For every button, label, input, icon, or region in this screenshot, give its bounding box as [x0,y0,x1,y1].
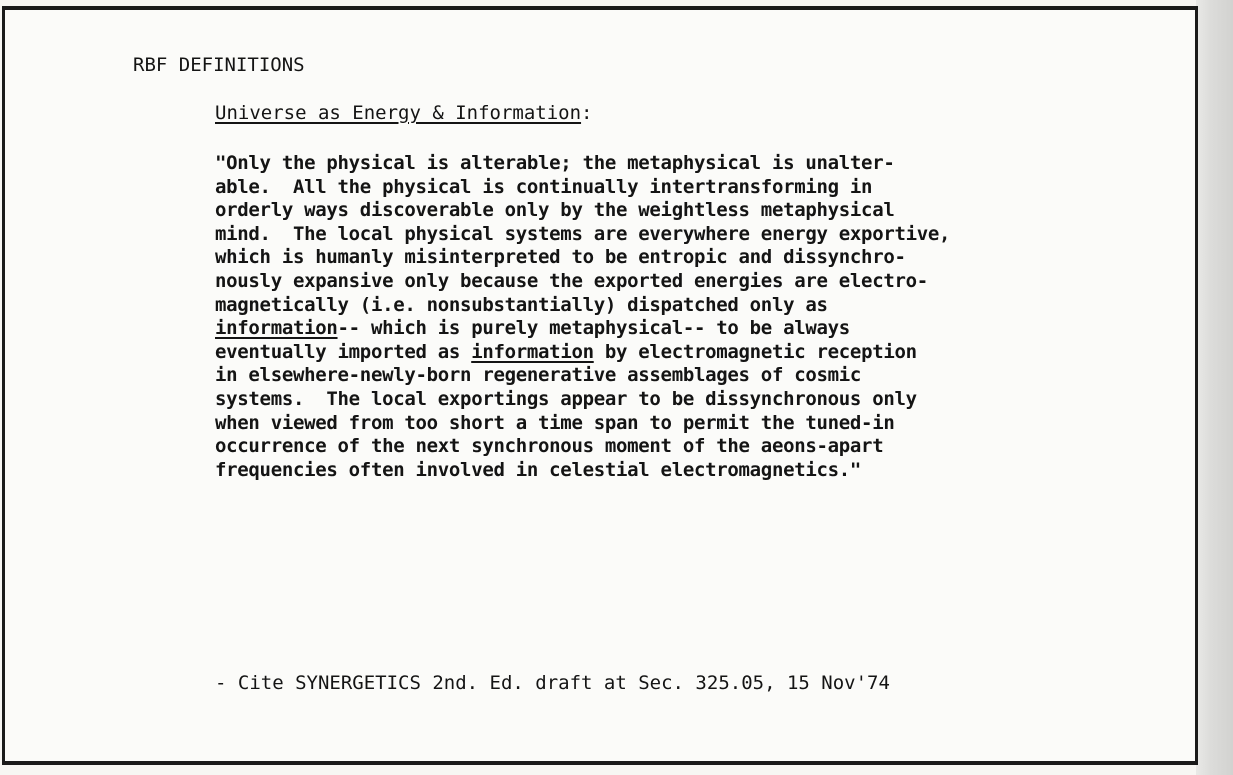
definition-title-text: Universe as Energy & Information [215,102,582,124]
quote-line-with-emphasis [215,317,950,341]
quote-line: orderly ways discoverable only by the weightless metaphysical [215,199,895,222]
quote-line-with-emphasis [215,341,950,365]
quote-segment: by electromagnetic reception [593,340,917,363]
quote-line: magnetically (i.e. nonsubstantially) dispatched only as [215,293,828,316]
emphasized-word: information [215,317,338,340]
source-citation: - Cite SYNERGETICS 2nd. Ed. draft at Sec. 325.05, 15 Nov'74 [215,672,890,694]
definition-card [2,6,1198,765]
document-heading: RBF DEFINITIONS [133,54,305,76]
quote-line: mind. The local physical systems are everywhere energy exportive, [215,222,951,245]
quote-line: in elsewhere-newly-born regenerative assemblages of cosmic [215,364,862,387]
quote-segment: -- which is purely metaphysical-- to be always [337,317,850,340]
quote-line: when viewed from too short a time span to permit the tuned-in [215,411,895,434]
quote-line: nously expansive only because the exported energies are electro- [215,269,928,292]
quote-line: frequencies often involved in celestial electromagnetics." [215,458,862,481]
quote-line: able. All the physical is continually intertransforming in [215,175,873,198]
quote-line: systems. The local exportings appear to be dissynchronous only [215,387,917,410]
quote-line: "Only the physical is alterable; the metaphysical is unalter- [215,152,895,174]
quote-segment: eventually imported as [215,340,472,363]
quote-line: which is humanly misinterpreted to be entropic and dissynchro- [215,246,906,269]
definition-title [215,102,593,124]
scan-background-edge [1196,0,1233,775]
definition-quote [215,152,950,482]
definition-title-colon: : [581,102,593,124]
emphasized-word: information [471,340,594,363]
quote-line: occurrence of the next synchronous moment of the aeons-apart [215,435,884,458]
